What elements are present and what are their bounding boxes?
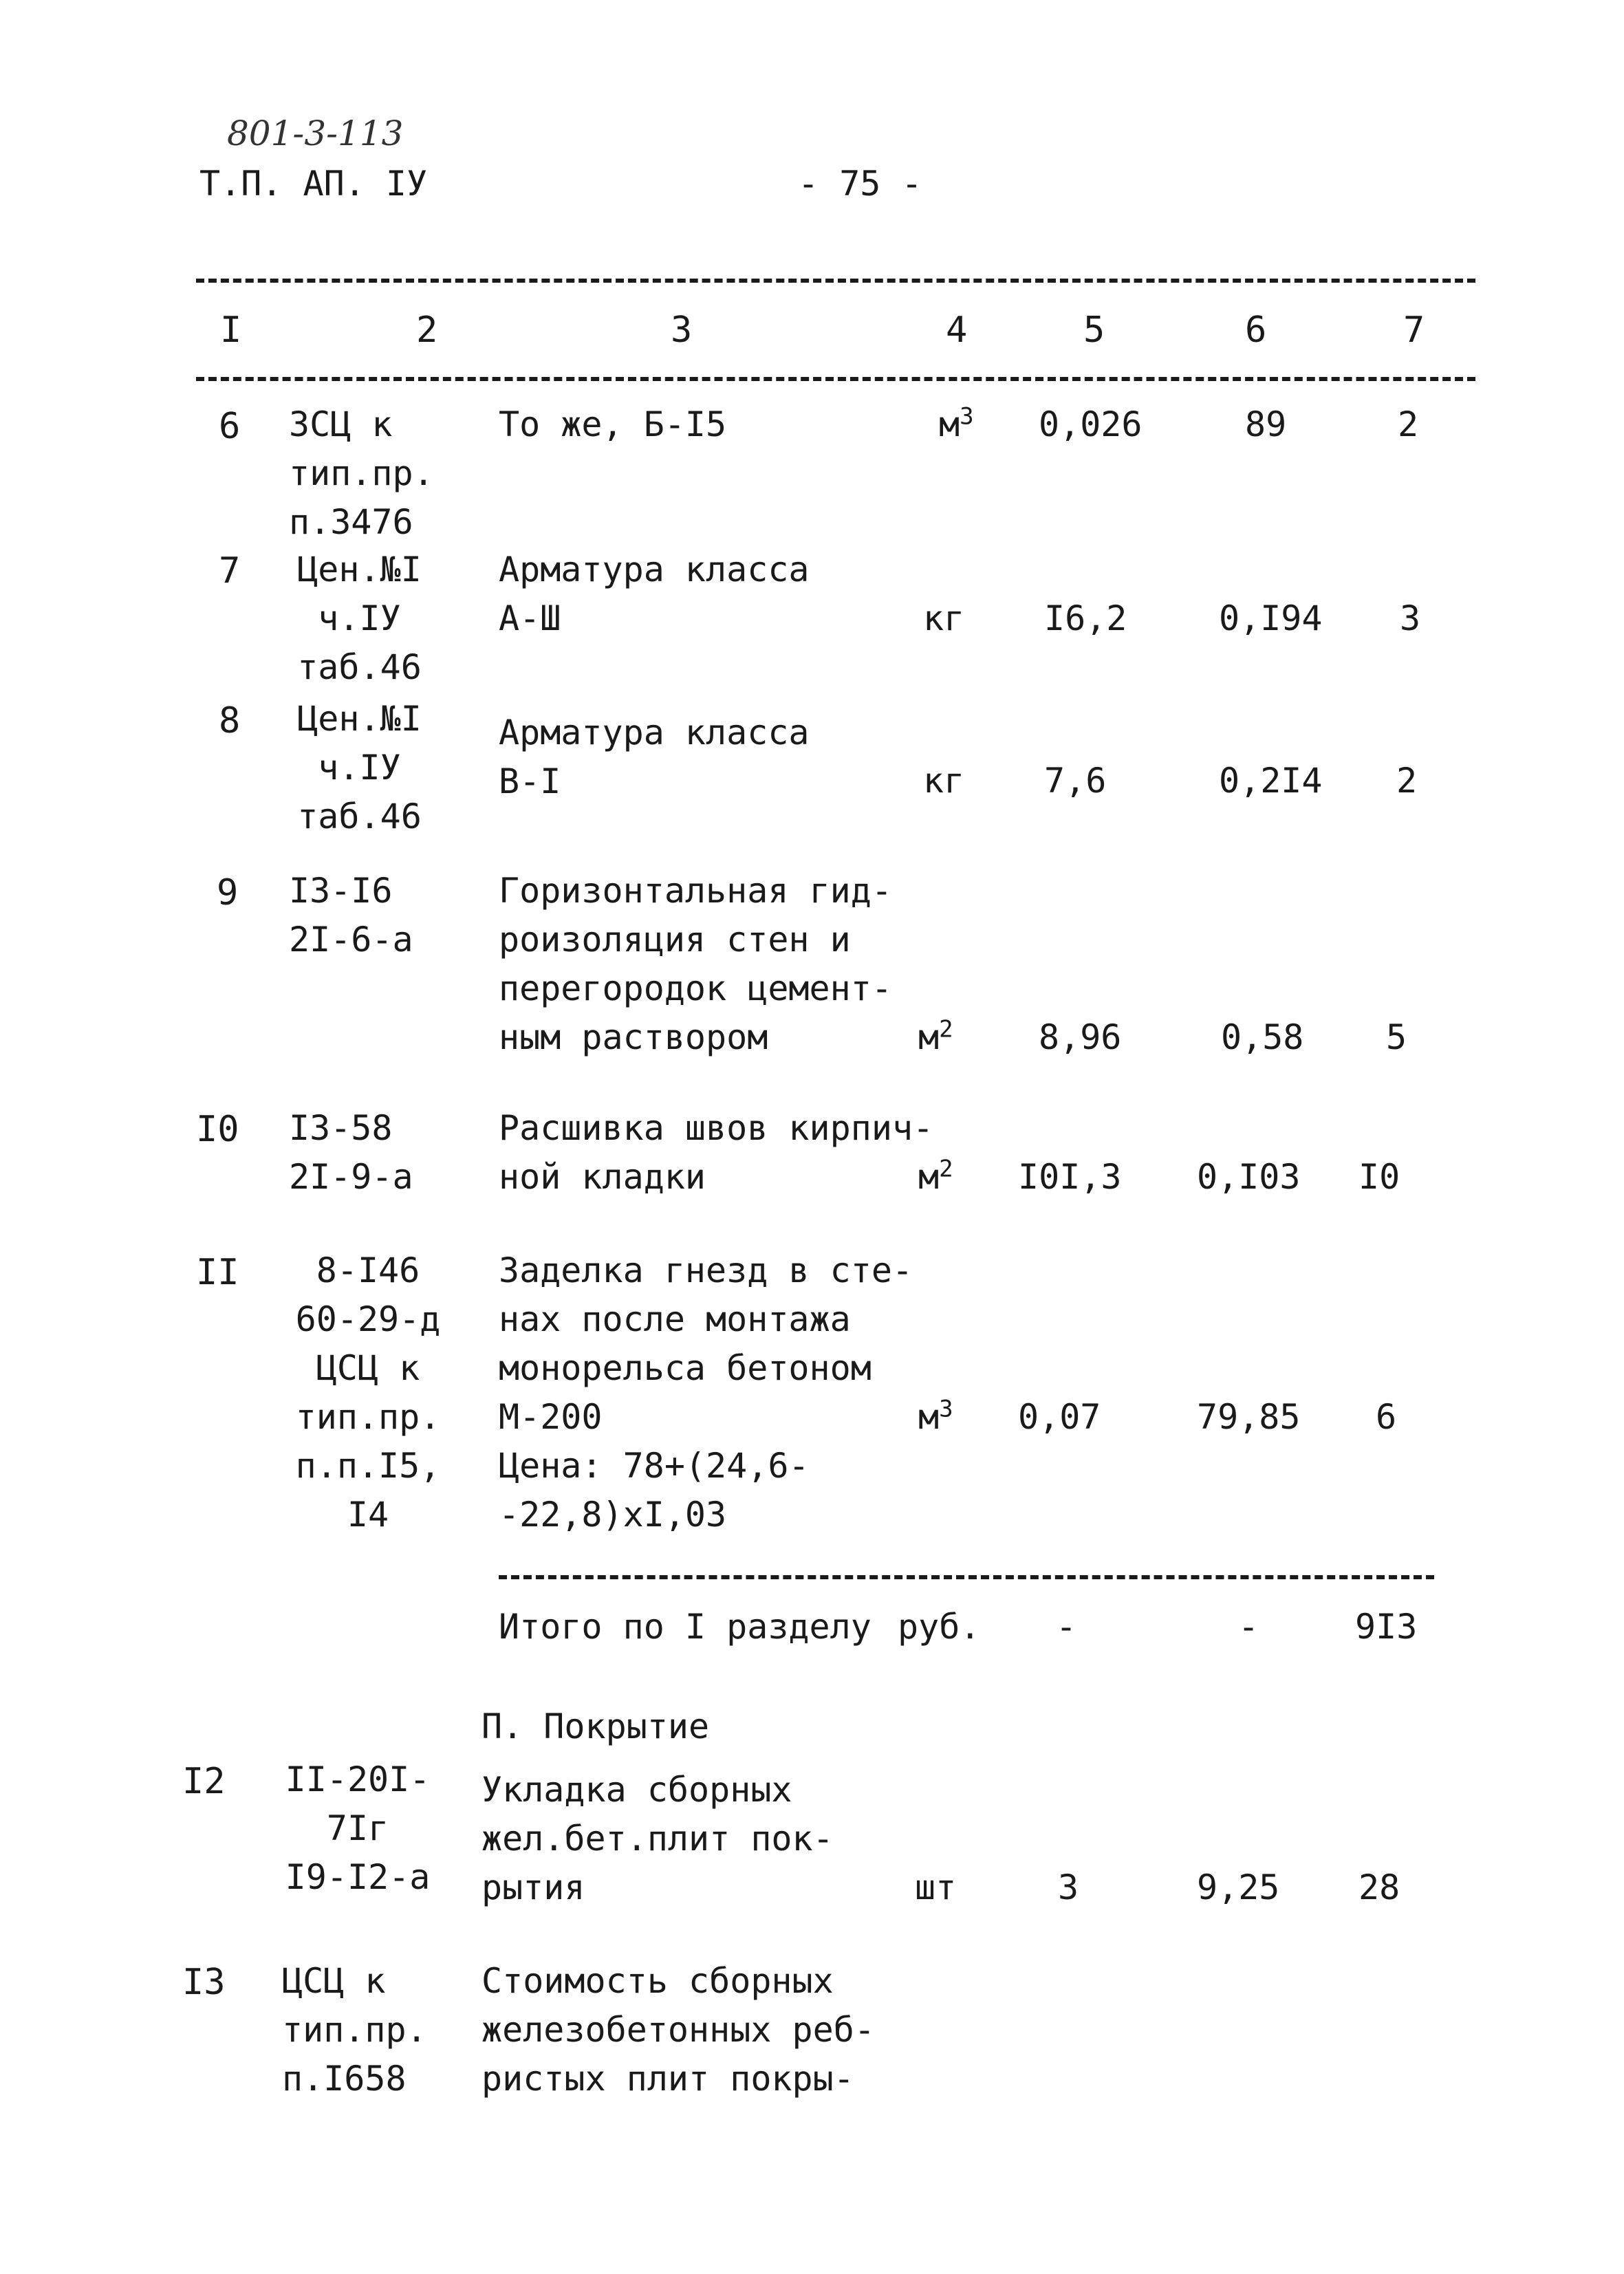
row-total: 28 <box>1358 1867 1400 1907</box>
row-number: 9 <box>217 872 239 913</box>
row-unit: $м^3$ <box>939 402 974 444</box>
row-description: Стоимость сборных железобетонных реб- ристых плит покры- <box>481 1961 875 2099</box>
column-header-3: 3 <box>671 310 693 351</box>
row-unit: кг <box>923 761 965 801</box>
row-unit: $м^2$ <box>918 1155 953 1197</box>
row-price: 0,I94 <box>1219 598 1323 638</box>
row-number: 6 <box>219 406 241 447</box>
row-description: Горизонтальная гид- роизоляция стен и перегородок цемент- ным раствором <box>499 871 892 1057</box>
row-number: I2 <box>182 1761 226 1802</box>
row-ref: I3-I6 2I-6-а <box>289 871 413 960</box>
row-quantity: I0I,3 <box>1018 1157 1122 1197</box>
row-quantity: I6,2 <box>1044 598 1127 638</box>
row-ref: I3-58 2I-9-а <box>289 1108 413 1197</box>
row-price: 0,2I4 <box>1219 761 1323 801</box>
column-header-4: 4 <box>946 310 968 351</box>
row-quantity: 8,96 <box>1039 1017 1122 1057</box>
row-price: 0,I03 <box>1197 1157 1301 1197</box>
row-ref: Цен.№I ч.IУ таб.46 <box>297 699 422 836</box>
row-price: 79,85 <box>1197 1397 1301 1437</box>
row-price: 0,58 <box>1221 1017 1304 1057</box>
row-description: Арматура класса А-Ш <box>499 550 810 638</box>
row-unit: $м^2$ <box>918 1015 953 1057</box>
column-header-2: 2 <box>416 310 438 351</box>
row-ref: ЦСЦ к тип.пр. п.I658 <box>282 1961 427 2099</box>
header-rule <box>196 377 1475 381</box>
row-total: 6 <box>1376 1397 1397 1437</box>
row-unit: $м^3$ <box>918 1395 953 1437</box>
row-price: 9,25 <box>1197 1867 1280 1907</box>
row-description: Арматура класса В-I <box>499 713 810 801</box>
row-unit: кг <box>923 598 965 638</box>
row-price: 89 <box>1245 404 1287 444</box>
top-rule <box>196 279 1475 283</box>
row-quantity: 7,6 <box>1044 761 1107 801</box>
subtotal-rule <box>499 1575 1434 1579</box>
doc-code: Т.П. АП. IУ <box>199 164 428 204</box>
row-total: 3 <box>1400 598 1421 638</box>
row-number: I3 <box>182 1962 226 2003</box>
row-description: То же, Б-I5 <box>499 404 727 444</box>
row-quantity: 0,026 <box>1039 404 1143 444</box>
row-number: II <box>196 1252 239 1293</box>
row-description: Расшивка швов кирпич- ной кладки <box>499 1108 934 1197</box>
row-total: 2 <box>1398 404 1419 444</box>
subtotal-unit: руб. <box>898 1607 981 1647</box>
row-total: 2 <box>1396 761 1418 801</box>
row-total: I0 <box>1358 1157 1400 1197</box>
row-ref: 8-I46 60-29-д ЦСЦ к тип.пр. п.п.I5, I4 <box>295 1250 441 1535</box>
row-number: 7 <box>219 550 241 592</box>
row-description: Укладка сборных жел.бет.плит пок- рытия <box>481 1770 834 1907</box>
subtotal-label: Итого по I разделу <box>499 1607 871 1647</box>
column-header-5: 5 <box>1083 310 1105 351</box>
row-quantity: 0,07 <box>1018 1397 1101 1437</box>
subtotal-price: - <box>1238 1607 1259 1647</box>
row-total: 5 <box>1386 1017 1407 1057</box>
row-unit: шт <box>915 1867 957 1907</box>
column-header-7: 7 <box>1403 310 1425 351</box>
row-number: 8 <box>219 700 241 741</box>
row-ref: II-20I- 7Iг I9-I2-а <box>285 1759 431 1897</box>
subtotal-total: 9I3 <box>1355 1607 1418 1647</box>
page-number: - 75 - <box>798 164 922 204</box>
subtotal-quantity: - <box>1056 1607 1077 1647</box>
row-number: I0 <box>196 1109 239 1150</box>
row-ref: ЗСЦ к тип.пр. п.3476 <box>289 404 434 542</box>
column-header-6: 6 <box>1245 310 1267 351</box>
column-header-1: I <box>220 310 242 351</box>
section-title: П. Покрытие <box>481 1707 710 1746</box>
row-ref: Цен.№I ч.IУ таб.46 <box>297 550 422 687</box>
handwritten-code: 801-3-113 <box>227 113 404 153</box>
row-quantity: 3 <box>1058 1867 1079 1907</box>
row-description: Заделка гнезд в сте- нах после монтажа монорельса бетоном М-200 Цена: 78+(24,6- -22,8)хI,03 <box>499 1250 913 1535</box>
